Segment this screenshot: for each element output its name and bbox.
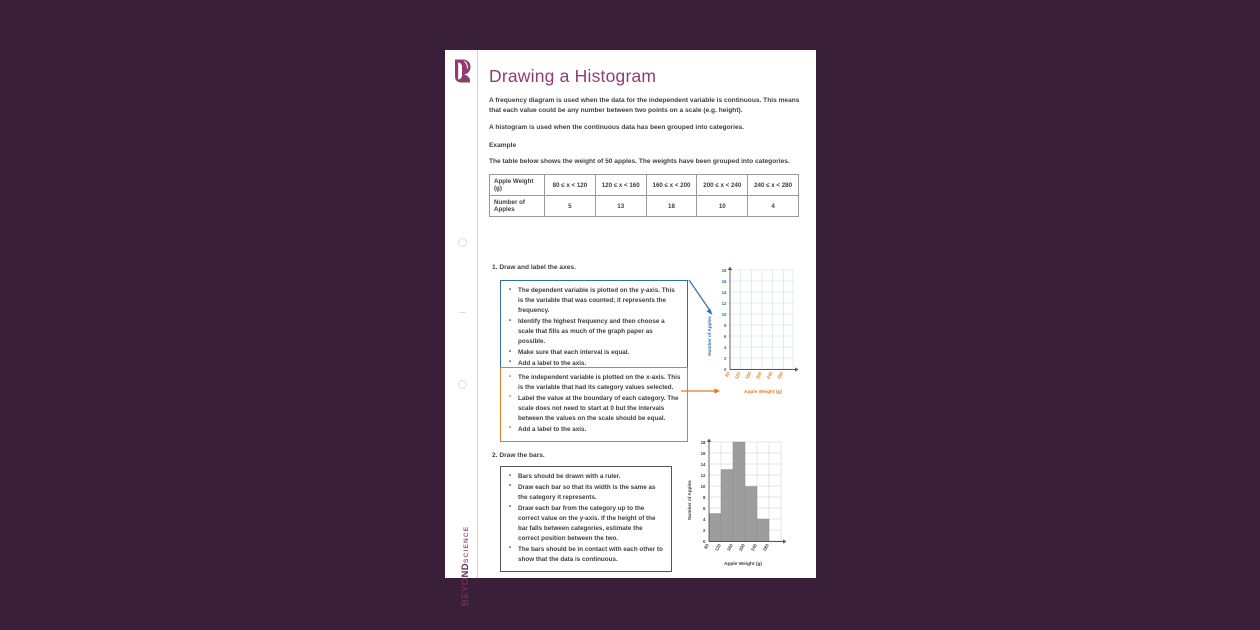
svg-text:2: 2 xyxy=(724,356,727,361)
svg-text:18: 18 xyxy=(721,268,727,273)
svg-text:14: 14 xyxy=(721,290,727,295)
callout-bullet: • Bars should be drawn with a ruler. xyxy=(505,472,665,482)
row-header-weight: Apple Weight (g) xyxy=(490,175,545,196)
svg-text:240: 240 xyxy=(749,543,758,552)
svg-text:8: 8 xyxy=(724,323,727,328)
svg-text:12: 12 xyxy=(700,473,706,478)
y-axis-arrowhead xyxy=(728,267,732,271)
page-content xyxy=(489,66,804,566)
x-tick-labels xyxy=(724,371,784,380)
callout-bullet: • The bars should be in contact with each other to show that the data is continuous. xyxy=(505,545,665,565)
svg-text:120: 120 xyxy=(733,371,742,380)
svg-text:160: 160 xyxy=(725,543,734,552)
chart-axes xyxy=(730,268,797,370)
x-axis-arrowhead xyxy=(795,367,799,371)
step-2-heading: 2. Draw the bars. xyxy=(492,452,545,459)
svg-text:0: 0 xyxy=(703,539,706,544)
table-cell-category: 160 ≤ x < 200 xyxy=(646,175,697,196)
histogram-bars xyxy=(709,442,769,542)
svg-text:4: 4 xyxy=(724,345,727,350)
example-intro: The table below shows the weight of 50 apples. The weights have been grouped into categories. xyxy=(489,157,790,165)
table-cell-category: 80 ≤ x < 120 xyxy=(545,175,596,196)
example-label: Example xyxy=(489,141,517,149)
binder-hole-bottom xyxy=(458,380,467,389)
histogram-bar xyxy=(709,514,721,542)
svg-text:6: 6 xyxy=(703,506,706,511)
svg-text:240: 240 xyxy=(765,371,774,380)
table-cell-category: 120 ≤ x < 160 xyxy=(595,175,646,196)
svg-text:0: 0 xyxy=(724,367,727,372)
callout-bullet: • Label the value at the boundary of each category. The scale does not need to start at 0 but the intervals between the values on the scale should be equal. xyxy=(505,394,681,425)
histogram-chart xyxy=(681,438,793,578)
x-axis-callout-box xyxy=(500,367,688,442)
svg-text:16: 16 xyxy=(721,279,727,284)
table-cell-category: 240 ≤ x < 280 xyxy=(748,175,799,196)
beyond-logo-icon xyxy=(452,58,472,84)
table-cell-frequency: 5 xyxy=(545,196,596,217)
callout-bullet: • Make sure that each interval is equal. xyxy=(505,348,681,358)
intro-paragraph-2: A histogram is used when the continuous data has been grouped into categories. xyxy=(489,124,745,132)
y-axis-title: Number of Apples xyxy=(687,480,692,520)
table-row-categories xyxy=(490,175,799,196)
x-axis-arrowhead xyxy=(783,539,787,543)
svg-text:120: 120 xyxy=(713,543,722,552)
callout-bullet: • Draw each bar from the category up to the correct value on the y-axis. If the height of the bar falls between categories, estimate the correct position between the two. xyxy=(505,504,665,545)
histogram-bar xyxy=(757,519,769,542)
callout-bullet: • Add a label to the axis. xyxy=(505,359,681,369)
svg-text:200: 200 xyxy=(737,543,746,552)
table-cell-frequency: 10 xyxy=(697,196,748,217)
svg-text:14: 14 xyxy=(700,462,706,467)
rail-tick-mark xyxy=(459,312,466,313)
table-cell-frequency: 4 xyxy=(748,196,799,217)
table-row-frequencies xyxy=(490,196,799,217)
histogram-bar xyxy=(733,442,745,542)
page-left-rail xyxy=(445,50,478,606)
y-tick-labels xyxy=(722,268,727,372)
svg-text:18: 18 xyxy=(700,440,706,445)
step-1-heading: 1. Draw and label the axes. xyxy=(492,264,576,271)
svg-text:4: 4 xyxy=(703,517,706,522)
x-axis-title: Apple Weight (g) xyxy=(723,562,763,567)
y-axis-title: Number of Apples xyxy=(707,316,712,356)
svg-text:280: 280 xyxy=(776,371,785,380)
table-cell-category: 200 ≤ x < 240 xyxy=(697,175,748,196)
svg-text:2: 2 xyxy=(703,528,706,533)
worksheet-page xyxy=(445,50,816,606)
histogram-bar xyxy=(745,487,757,542)
page-title: Drawing a Histogram xyxy=(489,66,657,86)
row-header-count: Number of Apples xyxy=(490,196,545,217)
brand-footer xyxy=(457,516,471,606)
y-axis-arrowhead xyxy=(707,439,711,443)
svg-text:200: 200 xyxy=(754,371,763,380)
svg-text:16: 16 xyxy=(700,451,706,456)
svg-text:80: 80 xyxy=(703,543,710,550)
y-axis-callout-box xyxy=(500,280,688,376)
callout-bullet: • Add a label to the axis. xyxy=(505,425,681,435)
svg-text:80: 80 xyxy=(724,371,731,378)
svg-text:10: 10 xyxy=(721,312,727,317)
apple-weight-table xyxy=(489,174,799,217)
brand-name-primary: BEYOND xyxy=(460,562,471,606)
x-tick-labels xyxy=(703,543,770,552)
table-cell-frequency: 18 xyxy=(646,196,697,217)
intro-paragraph-1: A frequency diagram is used when the data for the independent variable is continuous. This means that each value could be any number between two points on a scale (e.g. height). xyxy=(489,97,800,115)
callout-bullet: • Draw each bar so that its width is the same as the category it represents. xyxy=(505,483,665,503)
brand-name-secondary: SCIENCE xyxy=(463,525,470,563)
blank-axes-chart xyxy=(701,266,805,406)
svg-text:6: 6 xyxy=(724,334,727,339)
binder-hole-top xyxy=(458,238,467,247)
callout-bullet: • The dependent variable is plotted on the y-axis. This is the variable that was counted; it represents the frequency. xyxy=(505,286,681,317)
callout-bullet: • The independent variable is plotted on the x-axis. This is the variable that had its category values selected. xyxy=(505,373,681,393)
callout-bullet: • Identify the highest frequency and then choose a scale that fills as much of the graph paper as possible. xyxy=(505,317,681,348)
svg-text:8: 8 xyxy=(703,495,706,500)
table-cell-frequency: 13 xyxy=(595,196,646,217)
svg-text:10: 10 xyxy=(700,484,706,489)
x-axis-title: Apple Weight (g) xyxy=(743,390,783,395)
histogram-bar xyxy=(721,470,733,542)
bars-callout-box xyxy=(500,466,672,572)
svg-text:160: 160 xyxy=(744,371,753,380)
svg-text:280: 280 xyxy=(761,543,770,552)
y-tick-labels xyxy=(701,440,706,544)
chart-gridlines xyxy=(729,270,793,369)
svg-text:12: 12 xyxy=(721,301,727,306)
